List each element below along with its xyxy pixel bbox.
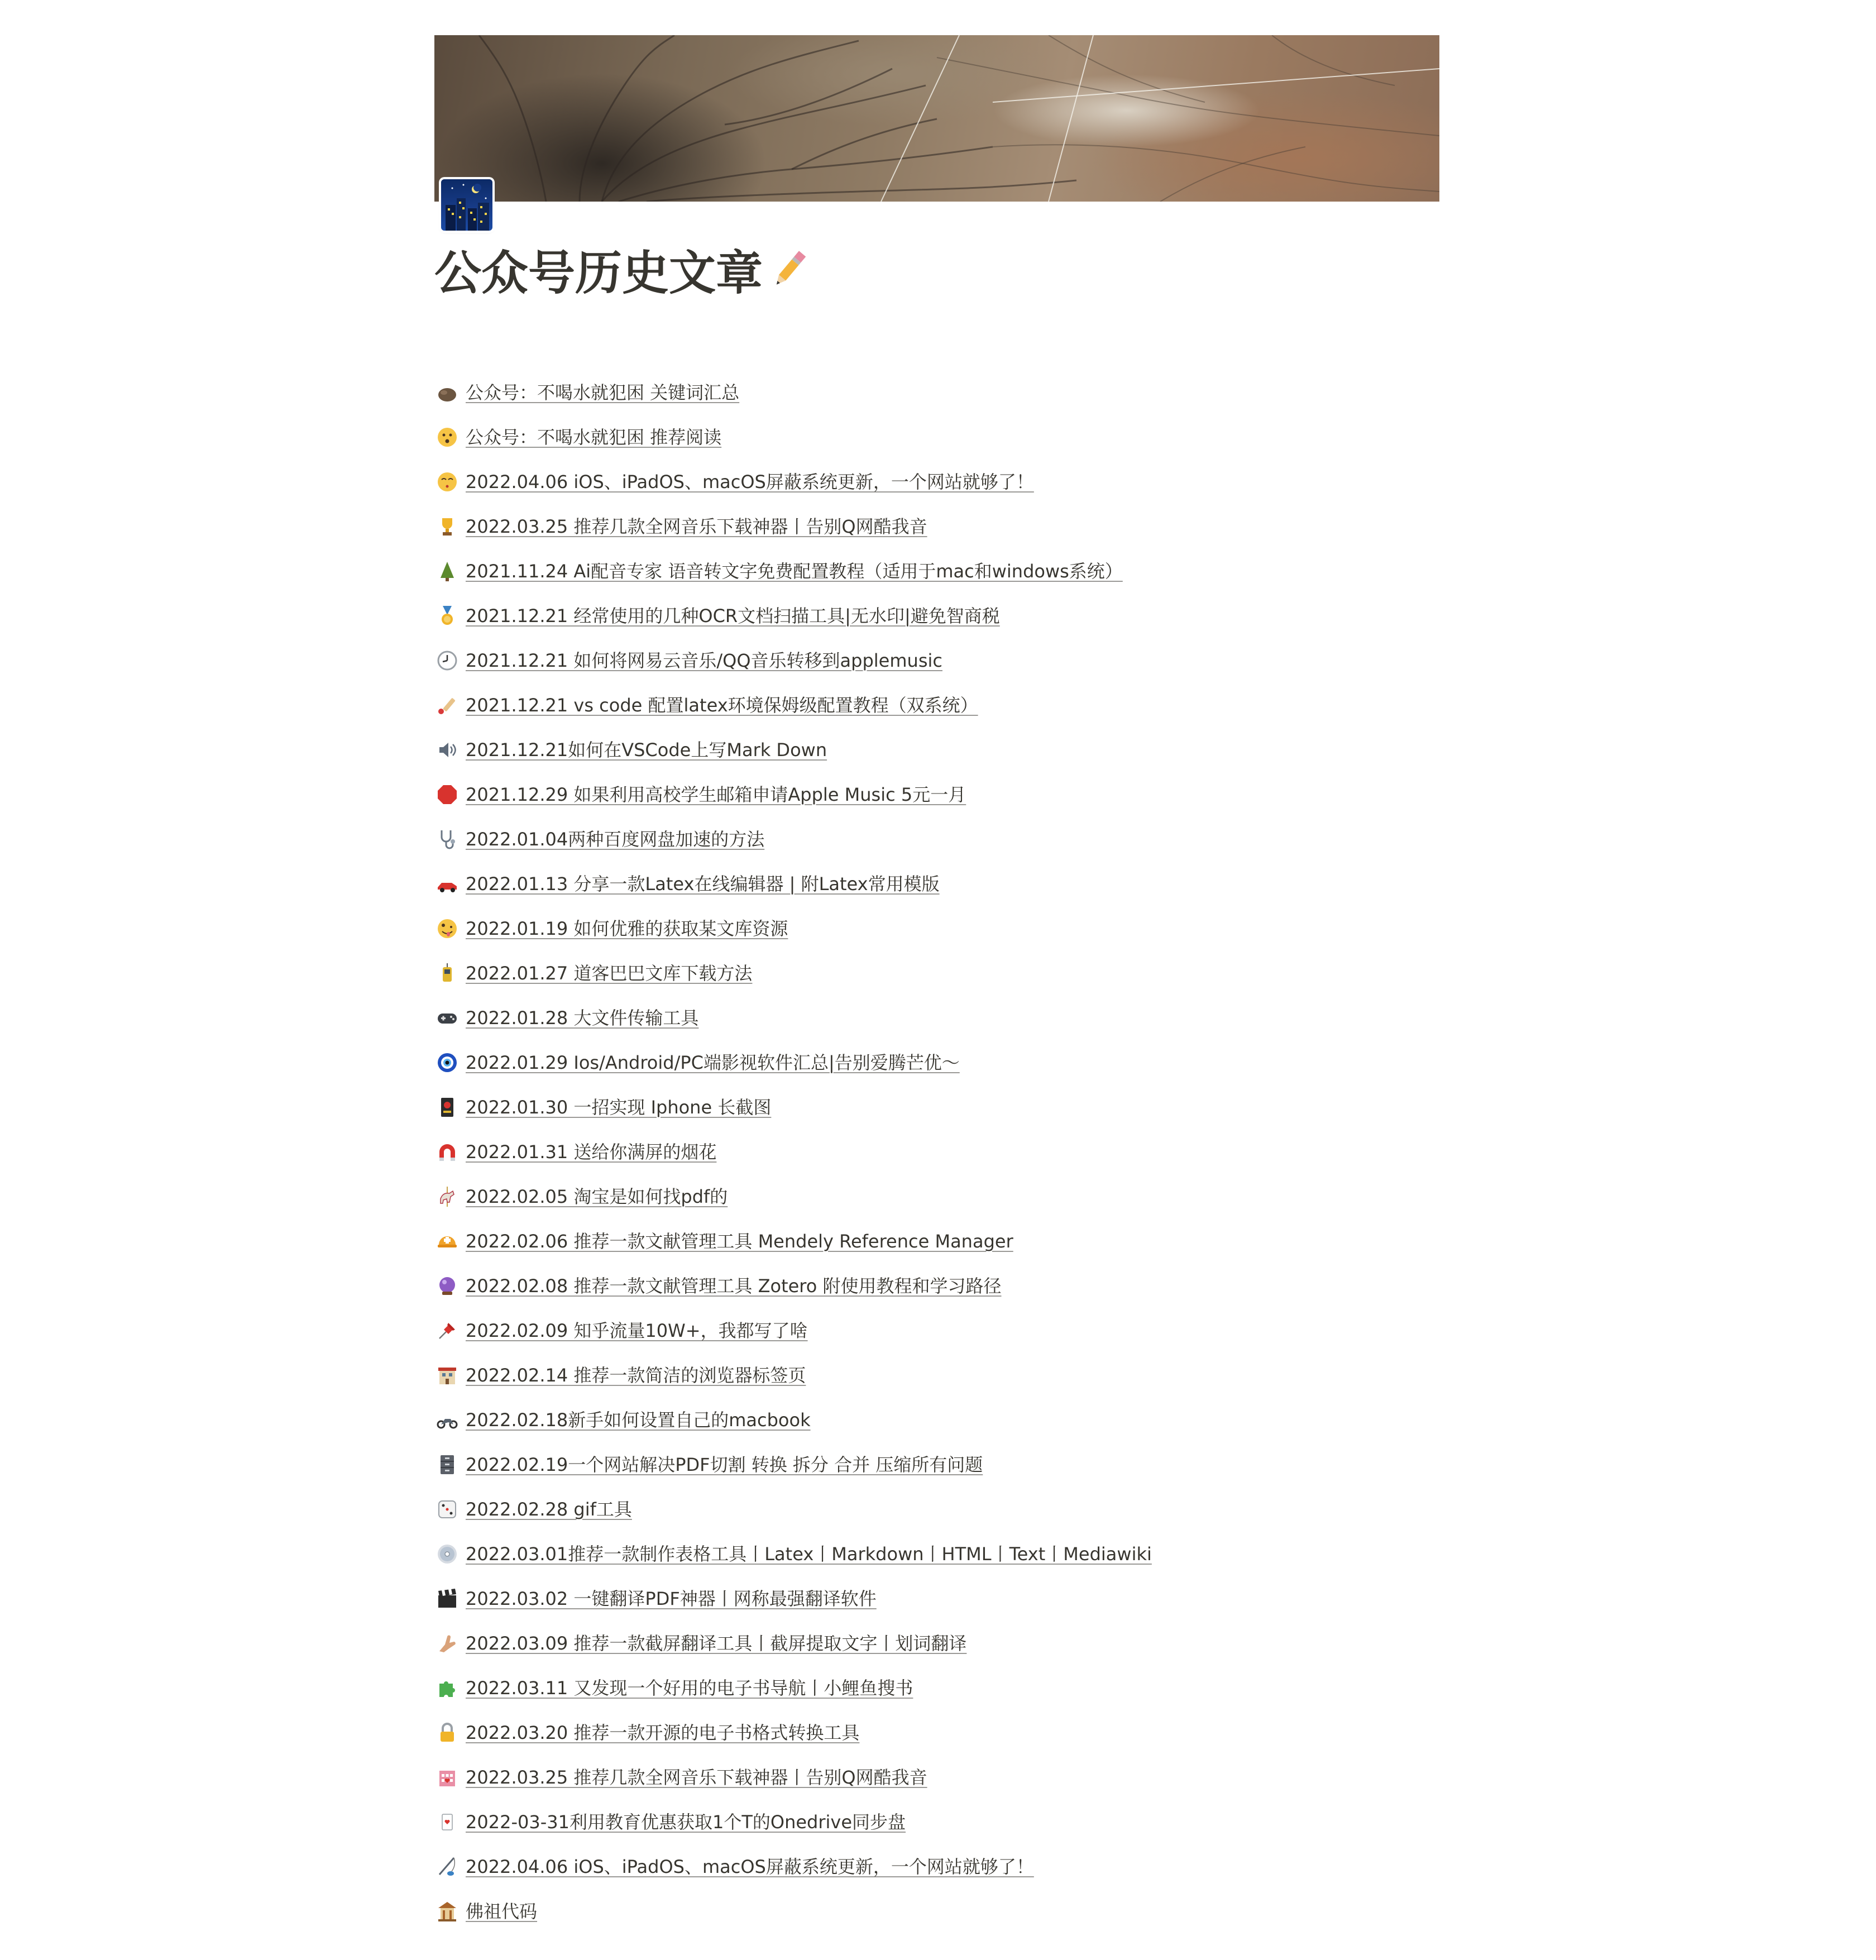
fishing-pole-icon: [434, 1854, 460, 1880]
article-item[interactable]: [434, 1889, 1719, 1934]
article-item[interactable]: [434, 817, 1719, 862]
article-link[interactable]: 2022.03.20 推荐一款开源的电子书格式转换工具: [466, 1722, 860, 1743]
clock-icon: [434, 648, 460, 673]
article-link[interactable]: 2022.01.30 一招实现 Iphone 长截图: [466, 1097, 772, 1118]
article-link[interactable]: 2022.01.28 大文件传输工具: [466, 1007, 699, 1029]
article-link[interactable]: 2022.02.09 知乎流量10W+，我都写了啥: [466, 1320, 808, 1341]
rescue-helmet-icon: [434, 1228, 460, 1254]
article-link[interactable]: 2022.01.19 如何优雅的获取某文库资源: [466, 918, 788, 939]
article-item[interactable]: [434, 1532, 1719, 1576]
article-item[interactable]: [434, 638, 1719, 683]
cricket-icon: [434, 692, 460, 718]
article-link[interactable]: 2022-03-31利用教育优惠获取1个T的Onedrive同步盘: [466, 1811, 906, 1833]
article-item[interactable]: [434, 549, 1719, 594]
race-car-icon: [434, 871, 460, 897]
article-link[interactable]: 2021.12.21 经常使用的几种OCR文档扫描工具|无水印|避免智商税: [466, 605, 1000, 627]
article-item[interactable]: [434, 370, 1719, 415]
flower-card-icon: [434, 1094, 460, 1120]
night-city-icon[interactable]: [441, 179, 492, 231]
article-item[interactable]: [434, 728, 1719, 772]
article-item[interactable]: [434, 460, 1719, 504]
article-link[interactable]: 2022.04.06 iOS、iPadOS、macOS屏蔽系统更新，一个网站就够了！: [466, 471, 1034, 493]
article-list: [434, 370, 1719, 1934]
article-link[interactable]: 2022.02.05 淘宝是如何找pdf的: [466, 1186, 728, 1207]
article-link[interactable]: 2022.04.06 iOS、iPadOS、macOS屏蔽系统更新，一个网站就够了！: [466, 1856, 1034, 1877]
carousel-horse-icon: [434, 1184, 460, 1210]
article-link[interactable]: 2022.01.13 分享一款Latex在线编辑器 | 附Latex常用模版: [466, 873, 940, 895]
article-item[interactable]: [434, 996, 1719, 1040]
file-cabinet-icon: [434, 1452, 460, 1478]
article-item[interactable]: [434, 1487, 1719, 1532]
article-link[interactable]: 2022.01.31 送给你满屏的烟花: [466, 1141, 717, 1163]
article-link[interactable]: 2022.01.29 Ios/Android/PC端影视软件汇总|告别爱腾芒优～: [466, 1052, 960, 1073]
article-item[interactable]: [434, 1710, 1719, 1755]
article-item[interactable]: [434, 1666, 1719, 1710]
article-link[interactable]: 2022.01.27 道客巴巴文库下载方法: [466, 963, 753, 984]
article-item[interactable]: [434, 415, 1719, 460]
dvd-icon: [434, 1541, 460, 1567]
article-link[interactable]: 2021.12.29 如果利用高校学生邮箱申请Apple Music 5元一月: [466, 784, 966, 805]
lock-icon: [434, 1720, 460, 1746]
tree-icon: [434, 558, 460, 584]
article-item[interactable]: [434, 1442, 1719, 1487]
motorcycle-icon: [434, 1407, 460, 1433]
article-link[interactable]: 公众号：不喝水就犯困 推荐阅读: [466, 427, 722, 448]
article-link[interactable]: 2022.03.25 推荐几款全网音乐下载神器丨告别Q网酷我音: [466, 516, 927, 537]
article-item[interactable]: [434, 1040, 1719, 1085]
article-link[interactable]: 2021.11.24 Ai配音专家 语音转文字免费配置教程（适用于mac和windows系统）: [466, 561, 1123, 582]
page-title-text: 公众号历史文章: [434, 246, 763, 300]
page-cover-image: [434, 35, 1439, 202]
article-link[interactable]: 2022.03.11 又发现一个好用的电子书导航丨小鲤鱼搜书: [466, 1677, 913, 1699]
article-link[interactable]: 2022.02.19一个网站解决PDF切割 转换 拆分 合并 压缩所有问题: [466, 1454, 983, 1475]
article-link[interactable]: 2022.03.09 推荐一款截屏翻译工具丨截屏提取文字丨划词翻译: [466, 1633, 967, 1654]
article-item[interactable]: [434, 1085, 1719, 1130]
article-link[interactable]: 2021.12.21 vs code 配置latex环境保姆级配置教程（双系统）: [466, 695, 978, 716]
article-item[interactable]: [434, 772, 1719, 817]
article-link[interactable]: 2022.03.25 推荐几款全网音乐下载神器丨告别Q网酷我音: [466, 1767, 927, 1788]
article-item[interactable]: [434, 1219, 1719, 1264]
page-title: [434, 242, 813, 304]
article-item[interactable]: [434, 1844, 1719, 1889]
puzzle-piece-icon: [434, 1675, 460, 1701]
pushpin-icon: [434, 1318, 460, 1344]
article-item[interactable]: [434, 1353, 1719, 1398]
article-item[interactable]: [434, 1576, 1719, 1621]
clapper-board-icon: [434, 1586, 460, 1612]
article-link[interactable]: 2022.02.06 推荐一款文献管理工具 Mendely Reference Manager: [466, 1231, 1013, 1252]
love-hotel-icon: [434, 1765, 460, 1790]
article-link[interactable]: 2022.03.01推荐一款制作表格工具丨Latex丨Markdown丨HTML丨Text丨Mediawiki: [466, 1543, 1152, 1565]
article-item[interactable]: [434, 1398, 1719, 1442]
japanese-post-office-icon: [434, 1363, 460, 1388]
article-link[interactable]: 2022.02.28 gif工具: [466, 1499, 632, 1520]
medal-icon: [434, 603, 460, 629]
article-link[interactable]: 2022.03.02 一键翻译PDF神器丨网称最强翻译软件: [466, 1588, 877, 1609]
hand-icon: [434, 1631, 460, 1656]
article-link[interactable]: 2022.02.18新手如何设置自己的macbook: [466, 1409, 811, 1431]
article-item[interactable]: [434, 1308, 1719, 1353]
stop-sign-icon: [434, 782, 460, 807]
article-item[interactable]: [434, 1264, 1719, 1308]
article-item[interactable]: [434, 1621, 1719, 1666]
article-item[interactable]: [434, 683, 1719, 728]
tram-icon: [434, 960, 460, 986]
article-link[interactable]: 2022.02.08 推荐一款文献管理工具 Zotero 附使用教程和学习路径: [466, 1275, 1002, 1297]
hushed-face-icon: [434, 424, 460, 450]
kissing-face-icon: [434, 469, 460, 495]
playing-card-icon: [434, 1809, 460, 1835]
speaker-icon: [434, 737, 460, 763]
nazar-amulet-icon: [434, 1050, 460, 1075]
article-item[interactable]: [434, 862, 1719, 906]
article-item[interactable]: [434, 906, 1719, 951]
article-item[interactable]: [434, 504, 1719, 549]
rock-icon: [434, 380, 460, 405]
stethoscope-icon: [434, 826, 460, 852]
pencil-icon: [766, 246, 813, 307]
crystal-ball-icon: [434, 1273, 460, 1299]
article-link[interactable]: 2021.12.21如何在VSCode上写Mark Down: [466, 739, 827, 761]
dice-icon: [434, 1497, 460, 1522]
article-item[interactable]: [434, 594, 1719, 638]
article-item[interactable]: [434, 1130, 1719, 1174]
trophy-icon: [434, 514, 460, 539]
gamepad-icon: [434, 1005, 460, 1031]
article-item[interactable]: [434, 951, 1719, 996]
article-item[interactable]: [434, 1755, 1719, 1800]
article-item[interactable]: [434, 1800, 1719, 1844]
temple-icon: [434, 1899, 460, 1924]
magnet-icon: [434, 1139, 460, 1165]
article-link[interactable]: 2022.01.04两种百度网盘加速的方法: [466, 829, 765, 850]
article-item[interactable]: [434, 1174, 1719, 1219]
article-link[interactable]: 2022.02.14 推荐一款简洁的浏览器标签页: [466, 1365, 806, 1386]
article-link[interactable]: 2021.12.21 如何将网易云音乐/QQ音乐转移到applemusic: [466, 650, 942, 671]
zany-face-icon: [434, 916, 460, 941]
article-link[interactable]: 佛祖代码: [466, 1901, 538, 1922]
article-link[interactable]: 公众号：不喝水就犯困 关键词汇总: [466, 382, 740, 403]
